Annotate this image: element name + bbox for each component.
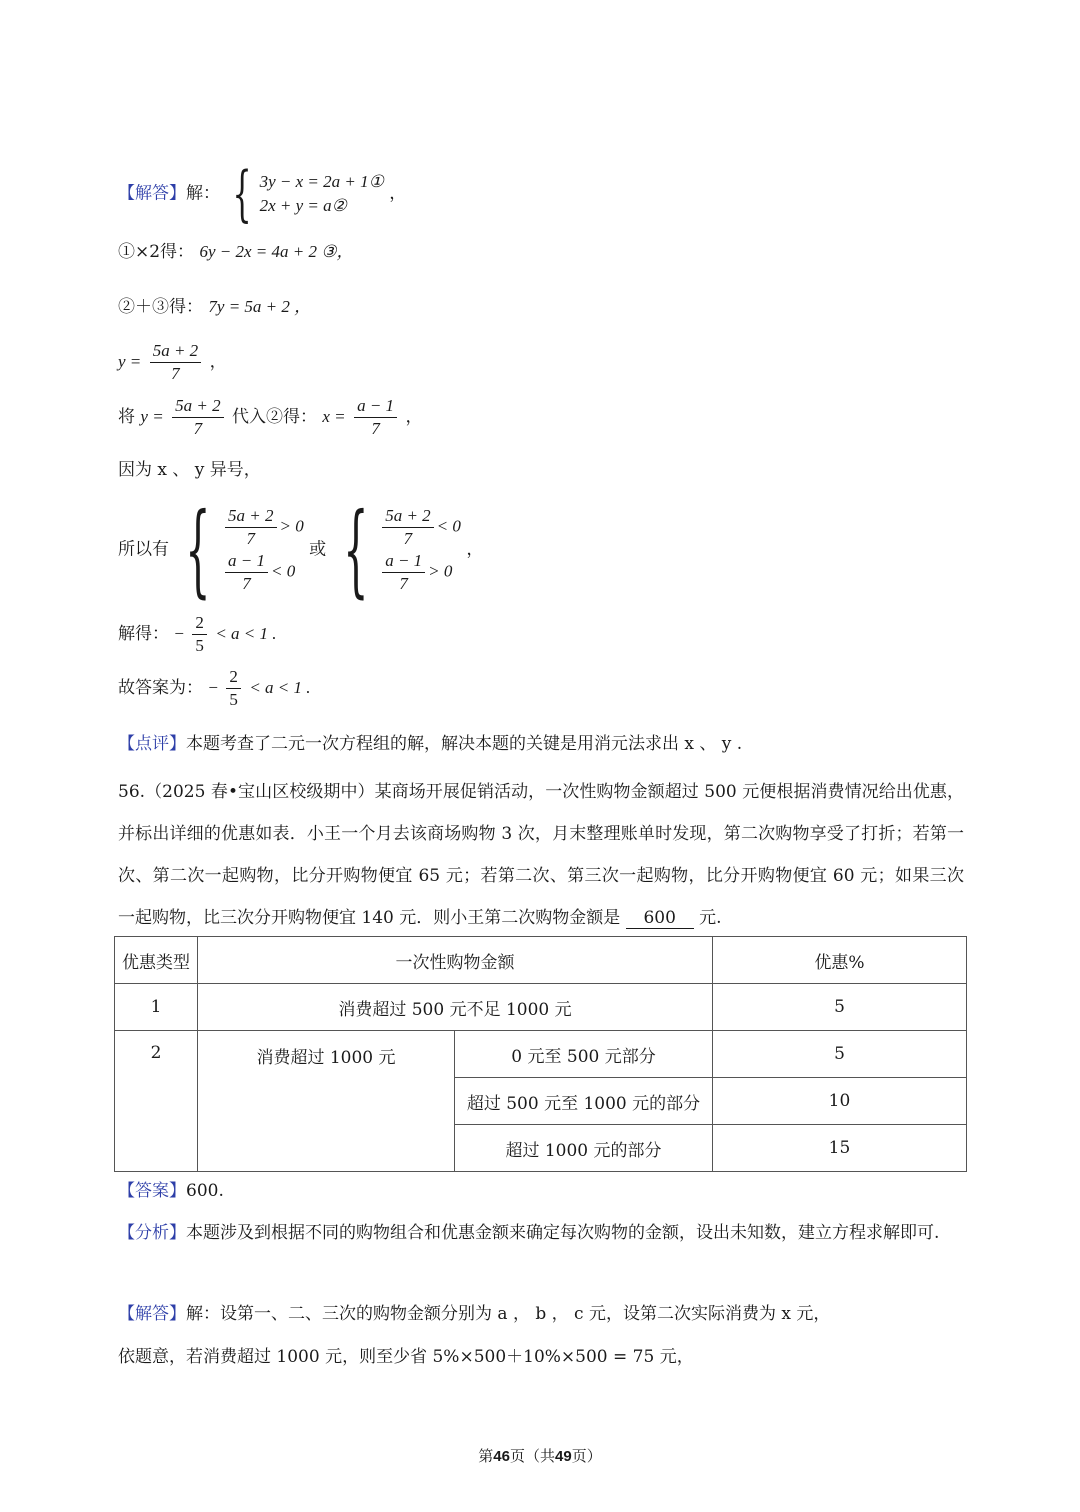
- table-cell: 15: [713, 1125, 967, 1172]
- table-header-row: [115, 937, 967, 984]
- comma: ，: [209, 352, 227, 372]
- analysis-tag: 【分析】: [118, 1223, 186, 1243]
- analysis-text: 本题涉及到根据不同的购物组合和优惠金额来确定每次购物的金额，设出未知数，建立方程求解即可.: [186, 1223, 940, 1243]
- range-tail: < a < 1 .: [215, 624, 277, 643]
- table-cell: 5: [713, 1031, 967, 1078]
- inequality-system-1: [174, 491, 304, 608]
- answer-label: 故答案为：: [118, 678, 203, 698]
- discount-table: [114, 936, 967, 1172]
- fraction-denominator: 7: [171, 364, 180, 383]
- y-lhs: y =: [118, 352, 142, 371]
- table-cell: 消费超过 1000 元: [198, 1031, 455, 1172]
- minus-sign: −: [174, 624, 184, 643]
- solution-tag: 【解答】: [118, 1304, 186, 1324]
- y-expression: [118, 340, 227, 385]
- header-cell: 优惠%: [713, 937, 967, 984]
- header-cell: 一次性购物金额: [198, 937, 713, 984]
- answer-line: [118, 1179, 224, 1203]
- final-answer-line: [118, 666, 311, 711]
- table-cell: 10: [713, 1078, 967, 1125]
- page-number: 46: [493, 1448, 510, 1465]
- problem-text: 56.（2025 春•宝山区校级期中）某商场开展促销活动，一次性购物金额超过 500 元便根据消费情况给出优惠，并标出详细的优惠如表．小王一个月去该商场购物 3 次，月末整理账单时发现，第二次购物享受了打折；若第一次、第二次一起购物，比分开购物便宜 65 元；若第二次、第三次一起购物，比分开购物便宜 60 元；如果三次一起购物，比三次分开购物便宜 140 元．则小王第二次购物金额是: [118, 782, 964, 928]
- system-2-row-2: [379, 550, 461, 595]
- footer-prefix: 第: [478, 1447, 494, 1465]
- problem-56: [118, 771, 964, 939]
- sub-y-fraction: [172, 395, 223, 440]
- because-line: 因为 x 、 y 异号，: [118, 460, 261, 480]
- x-lhs: x =: [322, 407, 346, 426]
- solution2-line-1: [118, 1302, 830, 1326]
- problem-text-end: 元.: [699, 908, 722, 928]
- answer-blank: 600: [626, 908, 694, 929]
- step-2-equation: 7y = 5a + 2 ，: [208, 297, 312, 316]
- x-fraction: [354, 395, 397, 440]
- solve-label: 解得：: [118, 624, 169, 644]
- inequality-system-2: [332, 491, 461, 608]
- table-cell: 2: [115, 1031, 198, 1172]
- relation: > 0: [428, 561, 453, 581]
- fraction-numerator: 5a + 2: [225, 505, 276, 528]
- sub-mid: 代入②得：: [231, 407, 317, 427]
- table-row: [115, 984, 967, 1031]
- review-line: [118, 732, 742, 756]
- solve-line: [118, 612, 277, 657]
- fraction-numerator: a − 1: [225, 550, 268, 573]
- so-have-label: 所以有: [118, 539, 169, 560]
- answer-text: 600.: [186, 1181, 224, 1201]
- left-brace: {: [185, 491, 211, 608]
- fraction-numerator: 5a + 2: [150, 340, 201, 363]
- fraction-denominator: 7: [403, 529, 413, 548]
- jie-label: 解：: [186, 183, 220, 204]
- equation-system: [225, 159, 384, 229]
- step-2: [118, 295, 311, 319]
- system-2-row-1: [379, 505, 461, 550]
- footer-suffix: 页）: [571, 1447, 602, 1465]
- fraction-numerator: 2: [226, 666, 241, 689]
- range-fraction: [192, 612, 207, 657]
- comma: ，: [405, 407, 423, 427]
- left-brace: {: [232, 159, 253, 229]
- equation-1: 3y − x = 2a + 1①: [259, 172, 384, 191]
- fraction-denominator: 5: [195, 636, 204, 655]
- comma: ，: [389, 183, 407, 204]
- relation: < 0: [436, 516, 461, 536]
- answer-tag: 【答案】: [118, 1181, 186, 1201]
- solution-system-line: [118, 159, 407, 229]
- total-pages: 49: [555, 1448, 572, 1465]
- analysis-block: [118, 1212, 964, 1254]
- system-1-row-2: [222, 550, 304, 595]
- systems-line: [118, 491, 484, 608]
- or-label: 或: [309, 539, 327, 560]
- solution-text: 解：设第一、二、三次的购物金额分别为 a ， b ， c 元，设第二次实际消费为 x 元，: [186, 1304, 831, 1324]
- fraction-denominator: 5: [229, 690, 238, 709]
- sub-y-lhs: y =: [140, 407, 164, 426]
- page-footer: [0, 1445, 1080, 1466]
- table-cell: 5: [713, 984, 967, 1031]
- answer-tail: < a < 1 .: [249, 678, 311, 697]
- fraction-denominator: 7: [246, 529, 256, 548]
- table-cell: 超过 500 元至 1000 元的部分: [455, 1078, 713, 1125]
- system-1-row-1: [222, 505, 304, 550]
- fraction-denominator: 7: [193, 419, 203, 438]
- step-1-equation: 6y − 2x = 4a + 2 ③，: [199, 242, 354, 261]
- relation: < 0: [271, 561, 296, 581]
- equation-2: 2x + y = a②: [259, 196, 347, 215]
- y-fraction: [150, 340, 201, 385]
- header-cell: 优惠类型: [115, 937, 198, 984]
- sub-prefix: 将: [118, 407, 135, 427]
- minus-sign: −: [208, 678, 218, 697]
- review-text: 本题考查了二元一次方程组的解，解决本题的关键是用消元法求出 x 、 y .: [186, 734, 743, 754]
- fraction-numerator: a − 1: [382, 550, 425, 573]
- table-cell: 1: [115, 984, 198, 1031]
- comma: ，: [466, 539, 484, 560]
- substitute-line: [118, 395, 422, 440]
- table-cell: 超过 1000 元的部分: [455, 1125, 713, 1172]
- table-cell: 消费超过 500 元不足 1000 元: [198, 984, 713, 1031]
- step-1: [118, 240, 353, 264]
- fraction-numerator: a − 1: [354, 395, 397, 418]
- fraction-denominator: 7: [242, 574, 251, 593]
- fraction-denominator: 7: [399, 574, 408, 593]
- fraction-denominator: 7: [371, 419, 380, 438]
- table-cell: 0 元至 500 元部分: [455, 1031, 713, 1078]
- left-brace: {: [342, 491, 369, 608]
- table-row: [115, 1031, 967, 1078]
- fraction-numerator: 5a + 2: [172, 395, 223, 418]
- step-1-label: ①×2得：: [118, 242, 195, 262]
- step-2-label: ②＋③得：: [118, 297, 203, 317]
- review-tag: 【点评】: [118, 734, 186, 754]
- fraction-numerator: 2: [192, 612, 207, 635]
- solution2-line-2: 依题意，若消费超过 1000 元，则至少省 5%×500＋10%×500 = 75 元，: [118, 1347, 694, 1367]
- relation: > 0: [279, 516, 304, 536]
- fraction-numerator: 5a + 2: [382, 505, 433, 528]
- answer-tag: 【解答】: [118, 183, 186, 204]
- answer-fraction: [226, 666, 241, 711]
- footer-mid: 页（共: [509, 1447, 555, 1465]
